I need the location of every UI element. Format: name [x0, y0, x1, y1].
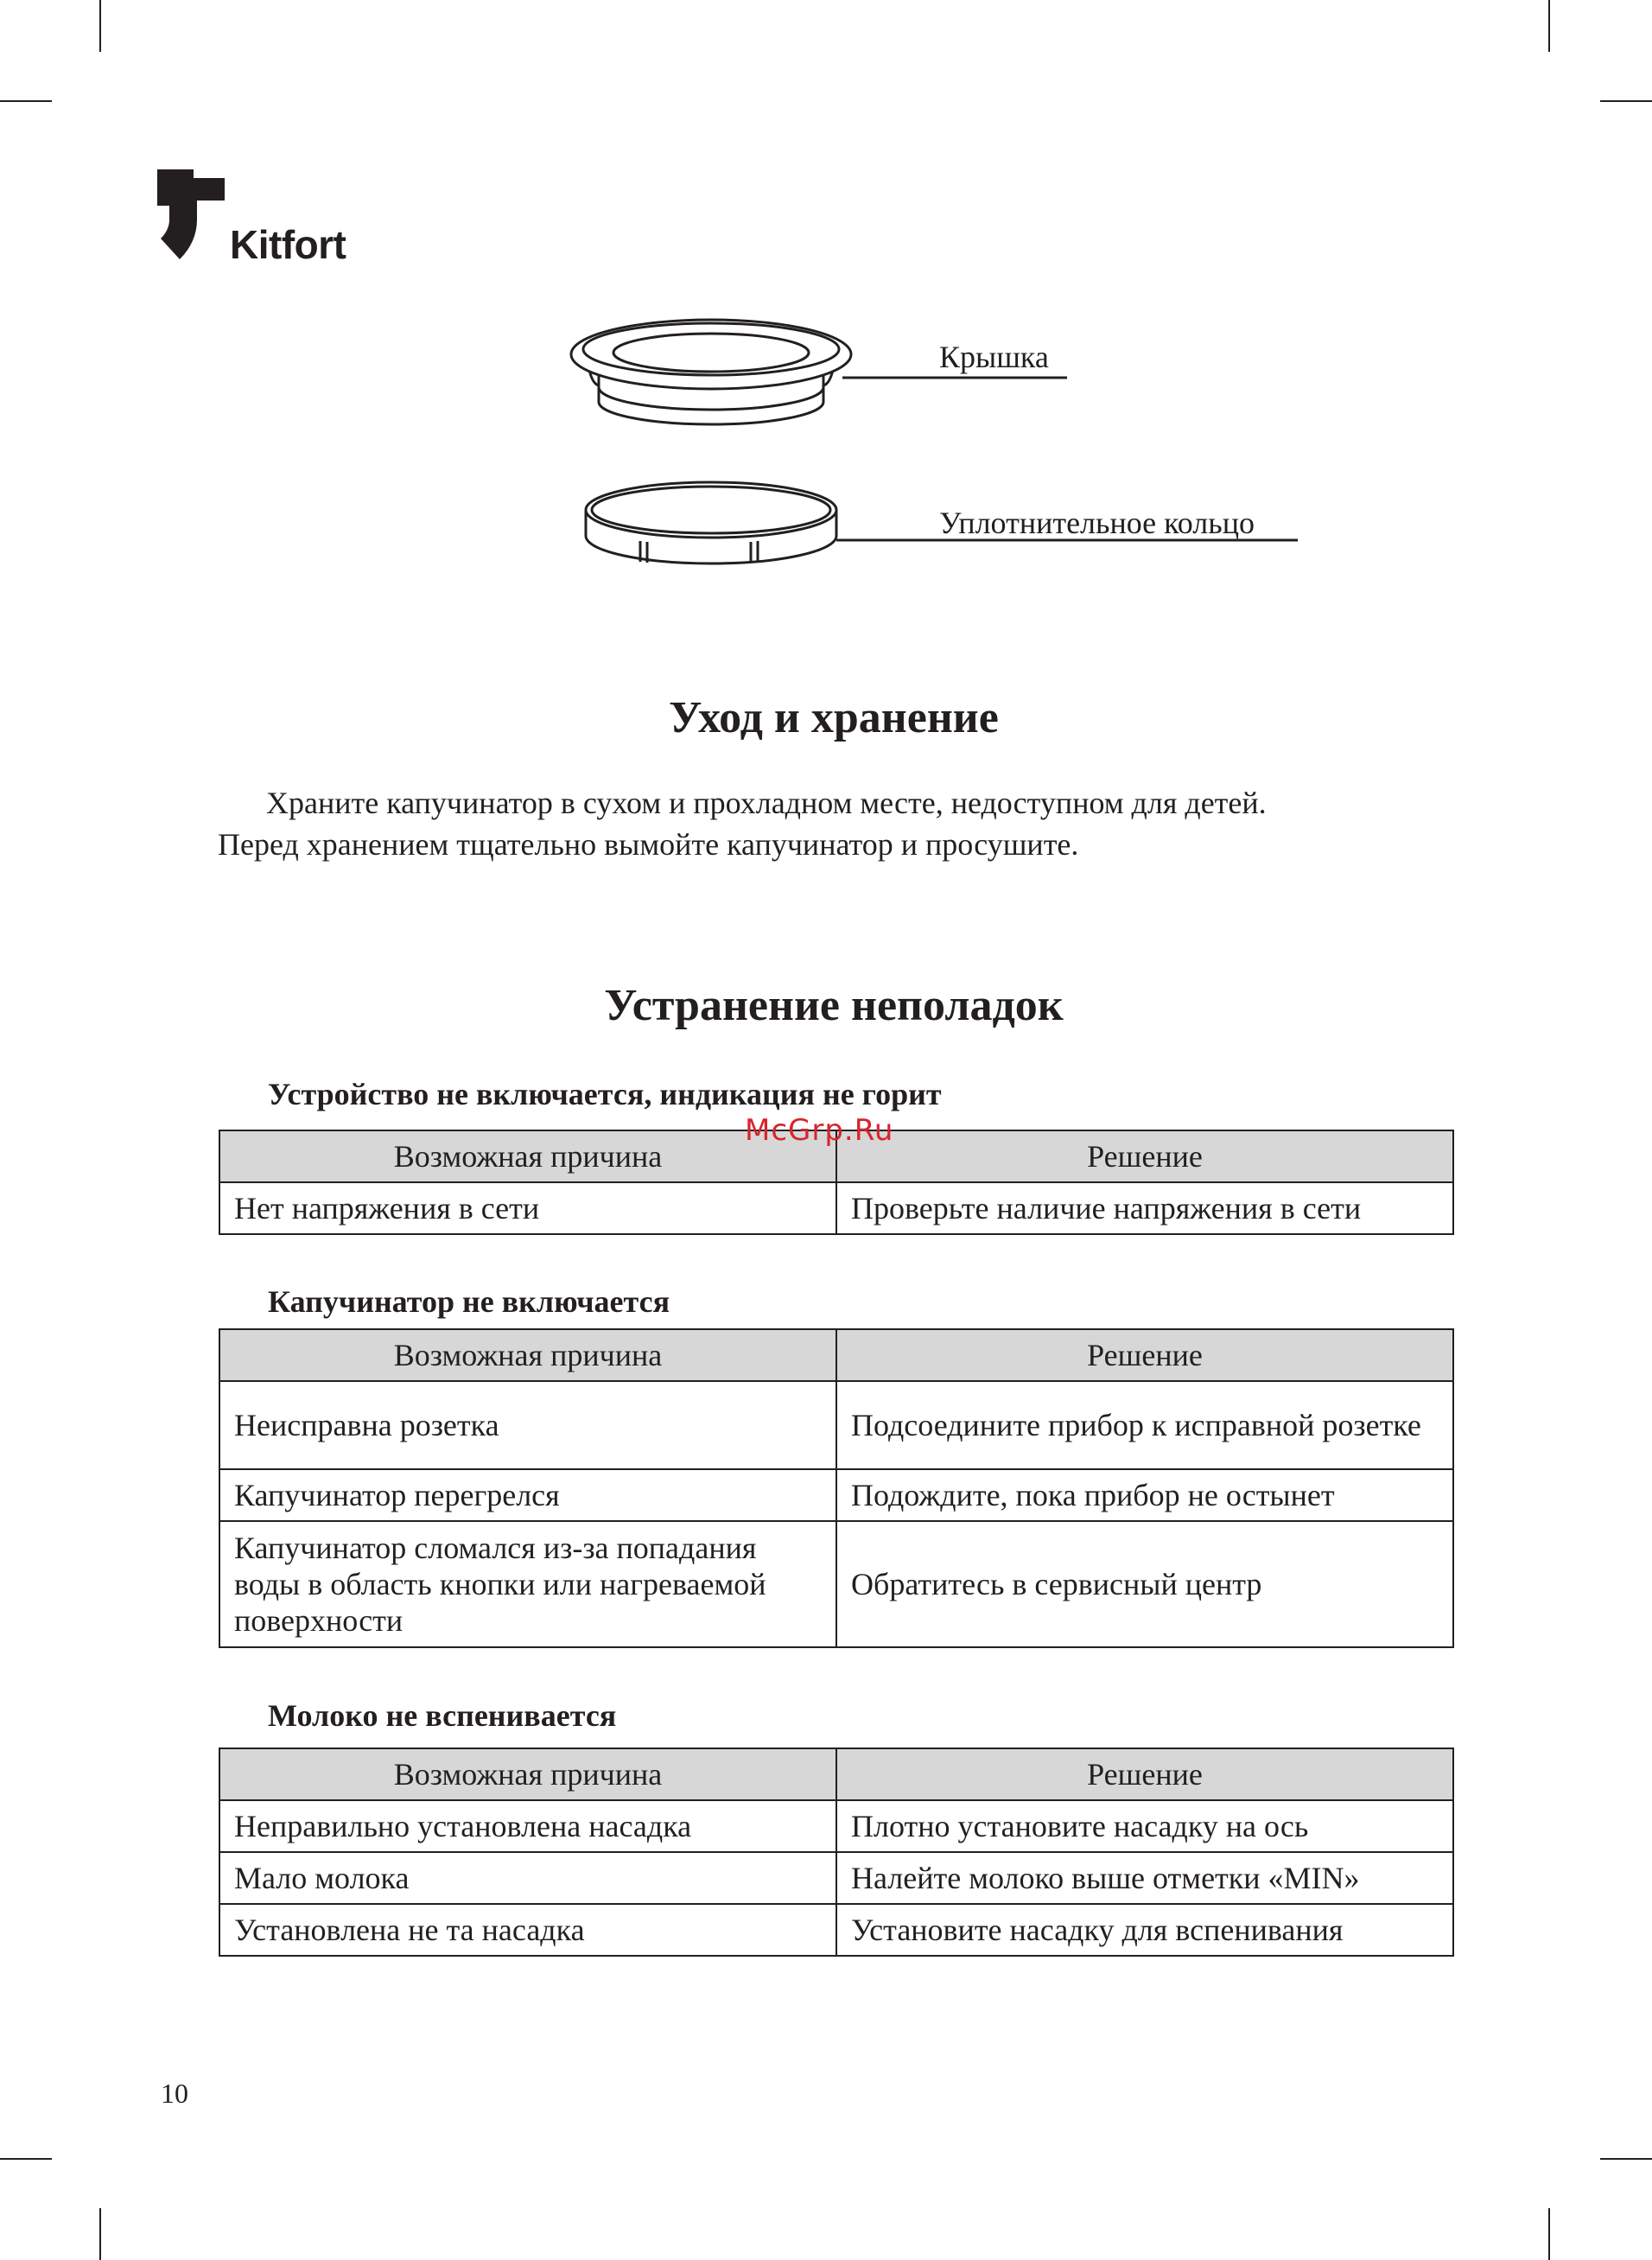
cause-cell: Неисправна розетка — [219, 1381, 836, 1469]
page-number: 10 — [161, 2078, 188, 2109]
section-title: Устройство не включается, индикация не горит — [268, 1077, 942, 1111]
solution-cell: Плотно установите насадку на ось — [836, 1800, 1453, 1852]
solution-cell: Установите насадку для вспенивания — [836, 1904, 1453, 1956]
header-cause: Возможная причина — [219, 1748, 836, 1800]
crop-mark — [1600, 2158, 1652, 2160]
section-title: Молоко не вспенивается — [268, 1698, 617, 1733]
lid-label: Крышка — [939, 340, 1049, 374]
solution-cell: Проверьте наличие напряжения в сети — [836, 1182, 1453, 1234]
care-text — [218, 782, 1471, 865]
brand-name: Kitfort — [230, 222, 346, 267]
header-solution: Решение — [836, 1130, 1453, 1182]
table-row — [219, 1904, 1453, 1956]
table-row — [219, 1800, 1453, 1852]
table-header-row — [219, 1329, 1453, 1381]
header-cause: Возможная причина — [219, 1130, 836, 1182]
care-text-line-1: Храните капучинатор в сухом и прохладном месте, недоступном для детей. — [266, 786, 1267, 820]
troubleshooting-title: Устранение неполадок — [604, 981, 1064, 1030]
cause-cell: Капучинатор перегрелся — [219, 1469, 836, 1521]
table-header-row — [219, 1748, 1453, 1800]
cause-cell: Неправильно установлена насадка — [219, 1800, 836, 1852]
ring-label: Уплотнительное кольцо — [939, 506, 1255, 540]
table-row — [219, 1182, 1453, 1234]
crop-mark — [99, 2208, 101, 2260]
table-row — [219, 1381, 1453, 1469]
table-row — [219, 1469, 1453, 1521]
care-title: Уход и хранение — [669, 693, 999, 742]
crop-mark — [0, 2158, 52, 2160]
cause-cell: Нет напряжения в сети — [219, 1182, 836, 1234]
header-solution: Решение — [836, 1748, 1453, 1800]
troubleshooting-table — [219, 1748, 1454, 1957]
solution-cell: Обратитесь в сервисный центр — [836, 1521, 1453, 1647]
parts-illustration — [0, 0, 1652, 657]
crop-mark — [1548, 2208, 1550, 2260]
cause-cell: Капучинатор сломался из-за попадания воды в область кнопки или нагреваемой поверхности — [219, 1521, 836, 1647]
cause-cell: Мало молока — [219, 1852, 836, 1904]
solution-cell: Налейте молоко выше отметки «MIN» — [836, 1852, 1453, 1904]
watermark: McGrp.Ru — [745, 1113, 894, 1148]
table-row — [219, 1521, 1453, 1647]
care-text-line-2: Перед хранением тщательно вымойте капучинатор и просушите. — [218, 827, 1079, 862]
solution-cell: Подождите, пока прибор не остынет — [836, 1469, 1453, 1521]
troubleshooting-table — [219, 1328, 1454, 1648]
header-solution: Решение — [836, 1329, 1453, 1381]
solution-cell: Подсоедините прибор к исправной розетке — [836, 1381, 1453, 1469]
table-row — [219, 1852, 1453, 1904]
header-cause: Возможная причина — [219, 1329, 836, 1381]
section-title: Капучинатор не включается — [268, 1284, 670, 1319]
cause-cell: Установлена не та насадка — [219, 1904, 836, 1956]
